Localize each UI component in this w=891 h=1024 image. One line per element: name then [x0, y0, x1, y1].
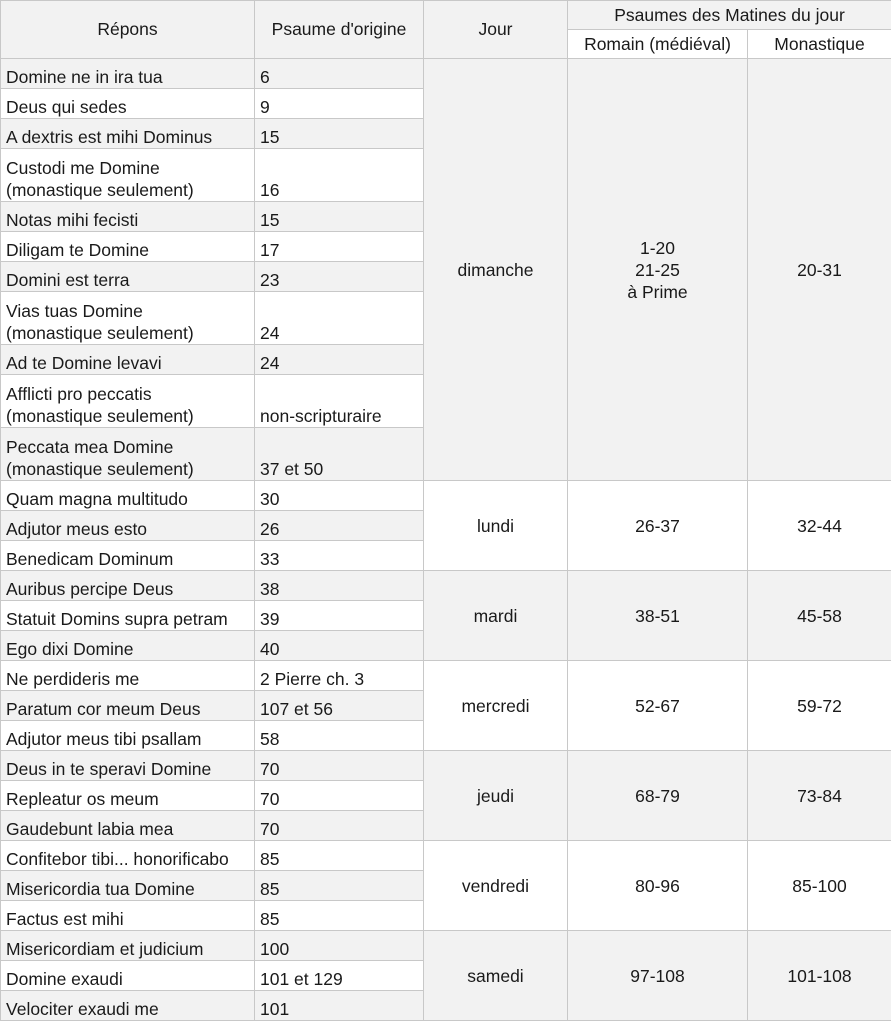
jour-cell: vendredi	[424, 841, 568, 931]
repons-cell: Ad te Domine levavi	[1, 345, 255, 375]
repons-cell: Misericordia tua Domine	[1, 871, 255, 901]
table-row	[1, 931, 891, 961]
table-row	[1, 59, 891, 89]
monastique-range-cell: 101-108	[748, 931, 891, 1021]
repons-cell: Velociter exaudi me	[1, 991, 255, 1021]
repons-cell: Afflicti pro peccatis (monastique seulement)	[1, 375, 255, 428]
romain-range-cell: 80-96	[568, 841, 748, 931]
monastique-range-cell: 59-72	[748, 661, 891, 751]
repons-cell: Ne perdideris me	[1, 661, 255, 691]
psaume-origine-cell: 101	[255, 991, 424, 1021]
psaume-origine-cell: 38	[255, 571, 424, 601]
repons-cell: Domine exaudi	[1, 961, 255, 991]
header-psaume-origine: Psaume d'origine	[255, 1, 424, 59]
psaume-origine-cell: 6	[255, 59, 424, 89]
psaume-origine-cell: 85	[255, 901, 424, 931]
repons-cell: Repleatur os meum	[1, 781, 255, 811]
repons-cell: Factus est mihi	[1, 901, 255, 931]
psaume-origine-cell: 2 Pierre ch. 3	[255, 661, 424, 691]
psaume-origine-cell: 70	[255, 811, 424, 841]
romain-range-cell: 52-67	[568, 661, 748, 751]
psaume-origine-cell: 85	[255, 841, 424, 871]
psaume-origine-cell: 24	[255, 292, 424, 345]
monastique-range-cell: 32-44	[748, 481, 891, 571]
repons-cell: Ego dixi Domine	[1, 631, 255, 661]
repons-cell: Deus qui sedes	[1, 89, 255, 119]
repons-cell: Adjutor meus esto	[1, 511, 255, 541]
repons-cell: Deus in te speravi Domine	[1, 751, 255, 781]
psaume-origine-cell: 70	[255, 781, 424, 811]
psaume-origine-cell: 24	[255, 345, 424, 375]
repons-cell: Misericordiam et judicium	[1, 931, 255, 961]
header-repons: Répons	[1, 1, 255, 59]
psaume-origine-cell: 17	[255, 232, 424, 262]
monastique-range-cell: 85-100	[748, 841, 891, 931]
jour-cell: dimanche	[424, 59, 568, 481]
repons-cell: A dextris est mihi Dominus	[1, 119, 255, 149]
table-row	[1, 661, 891, 691]
romain-range-cell: 26-37	[568, 481, 748, 571]
psaume-origine-cell: 40	[255, 631, 424, 661]
repons-cell: Gaudebunt labia mea	[1, 811, 255, 841]
repons-cell: Paratum cor meum Deus	[1, 691, 255, 721]
table-row	[1, 481, 891, 511]
romain-range-cell: 68-79	[568, 751, 748, 841]
header-monastique: Monastique	[748, 30, 891, 59]
romain-range-cell: 1-20 21-25 à Prime	[568, 59, 748, 481]
repons-cell: Custodi me Domine (monastique seulement)	[1, 149, 255, 202]
romain-range-cell: 38-51	[568, 571, 748, 661]
repons-cell: Adjutor meus tibi psallam	[1, 721, 255, 751]
psaume-origine-cell: 70	[255, 751, 424, 781]
repons-cell: Diligam te Domine	[1, 232, 255, 262]
repons-cell: Auribus percipe Deus	[1, 571, 255, 601]
jour-cell: mercredi	[424, 661, 568, 751]
psaume-origine-cell: 9	[255, 89, 424, 119]
jour-cell: samedi	[424, 931, 568, 1021]
psaume-origine-cell: non-scripturaire	[255, 375, 424, 428]
header-jour: Jour	[424, 1, 568, 59]
repons-cell: Peccata mea Domine (monastique seulement)	[1, 428, 255, 481]
repons-cell: Domine ne in ira tua	[1, 59, 255, 89]
romain-range-cell: 97-108	[568, 931, 748, 1021]
header-romain: Romain (médiéval)	[568, 30, 748, 59]
monastique-range-cell: 45-58	[748, 571, 891, 661]
psaume-origine-cell: 101 et 129	[255, 961, 424, 991]
psaume-origine-cell: 15	[255, 119, 424, 149]
repons-cell: Domini est terra	[1, 262, 255, 292]
psaume-origine-cell: 58	[255, 721, 424, 751]
repons-cell: Vias tuas Domine (monastique seulement)	[1, 292, 255, 345]
psaume-origine-cell: 37 et 50	[255, 428, 424, 481]
monastique-range-cell: 20-31	[748, 59, 891, 481]
psaume-origine-cell: 33	[255, 541, 424, 571]
table-body	[1, 59, 891, 1021]
jour-cell: lundi	[424, 481, 568, 571]
jour-cell: jeudi	[424, 751, 568, 841]
psaume-origine-cell: 107 et 56	[255, 691, 424, 721]
psaume-origine-cell: 30	[255, 481, 424, 511]
repons-cell: Benedicam Dominum	[1, 541, 255, 571]
repons-cell: Quam magna multitudo	[1, 481, 255, 511]
repons-cell: Notas mihi fecisti	[1, 202, 255, 232]
repons-cell: Confitebor tibi... honorificabo	[1, 841, 255, 871]
psaume-origine-cell: 23	[255, 262, 424, 292]
header-psaumes-matines: Psaumes des Matines du jour	[568, 1, 891, 30]
psaume-origine-cell: 100	[255, 931, 424, 961]
jour-cell: mardi	[424, 571, 568, 661]
psaume-origine-cell: 16	[255, 149, 424, 202]
table-row	[1, 841, 891, 871]
monastique-range-cell: 73-84	[748, 751, 891, 841]
psaume-origine-cell: 85	[255, 871, 424, 901]
table-row	[1, 751, 891, 781]
psaume-origine-cell: 26	[255, 511, 424, 541]
psaume-origine-cell: 15	[255, 202, 424, 232]
psaume-origine-cell: 39	[255, 601, 424, 631]
repons-cell: Statuit Domins supra petram	[1, 601, 255, 631]
table-row	[1, 571, 891, 601]
